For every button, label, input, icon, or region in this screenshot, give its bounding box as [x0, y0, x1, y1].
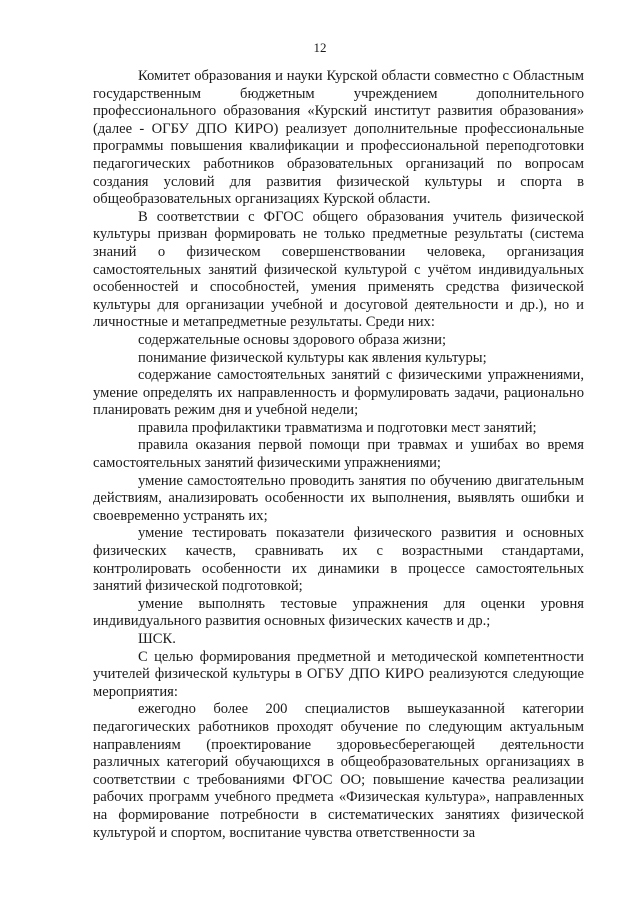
- list-item: умение выполнять тестовые упражнения для оценки уровня индивидуального развития основных физических качеств и др.;: [93, 595, 584, 630]
- list-item: умение самостоятельно проводить занятия по обучению двигательным действиям, анализировать особенности их выполнения, выявлять ошибки и своевременно устранять их;: [93, 472, 584, 524]
- paragraph-training: ежегодно более 200 специалистов вышеуказанной категории педагогических работников проходят обучение по следующим актуальным направлениям (проектирование здоровьесберегающей деятельности различных категорий обучающихся в общеобразовательных организациях в соответствии с требованиями ФГОС ОО; повышение качества реализации рабочих программ учебного предмета «Физическая культура», направленных на формирование потребности в систематических занятиях физической культурой и спортом, воспитание чувства ответственности за: [93, 701, 584, 841]
- list-item: содержание самостоятельных занятий с физическими упражнениями, умение определять их направленность и формулировать задачи, рационально планировать режим дня и учебной недели;: [93, 367, 584, 419]
- paragraph-measures: С целью формирования предметной и методической компетентности учителей физической культуры в ОГБУ ДПО КИРО реализуются следующие мероприятия:: [93, 648, 584, 700]
- list-item: содержательные основы здорового образа жизни;: [138, 331, 447, 348]
- paragraph-fgos: В соответствии с ФГОС общего образования учитель физической культуры призван формировать не только предметные результаты (система знаний о физическом совершенствовании человека, организация самостоятельных занятий физической культурой с учётом индивидуальных особенностей и способностей, умения применять средства физической культуры для организации учебной и досуговой деятельности и др.), но и личностные и метапредметные результаты. Среди них:: [93, 208, 584, 331]
- paragraph-intro: Комитет образования и науки Курской области совместно с Областным государственным бюджетным учреждением дополнительного профессионального образования «Курский институт развития образования» (далее - ОГБУ ДПО КИРО) реализует дополнительные профессиональные программы повышения квалификации и профессиональной переподготовки педагогических работников образовательных организаций по вопросам создания условий для развития физической культуры и спорта в общеобразовательных организациях Курской области.: [93, 68, 584, 208]
- list-item: правила оказания первой помощи при травмах и ушибах во время самостоятельных занятий физическими упражнениями;: [93, 437, 584, 472]
- list-item: понимание физической культуры как явления культуры;: [138, 349, 487, 366]
- document-body: [93, 68, 584, 842]
- list-item: умение тестировать показатели физического развития и основных физических качеств, сравнивать их с возрастными стандартами, контролировать особенности их динамики в процессе самостоятельных занятий физической подготовкой;: [93, 525, 584, 595]
- page-number: 12: [313, 40, 327, 55]
- list-item: правила профилактики травматизма и подготовки мест занятий;: [138, 419, 537, 436]
- list-item: ШСК.: [138, 631, 176, 647]
